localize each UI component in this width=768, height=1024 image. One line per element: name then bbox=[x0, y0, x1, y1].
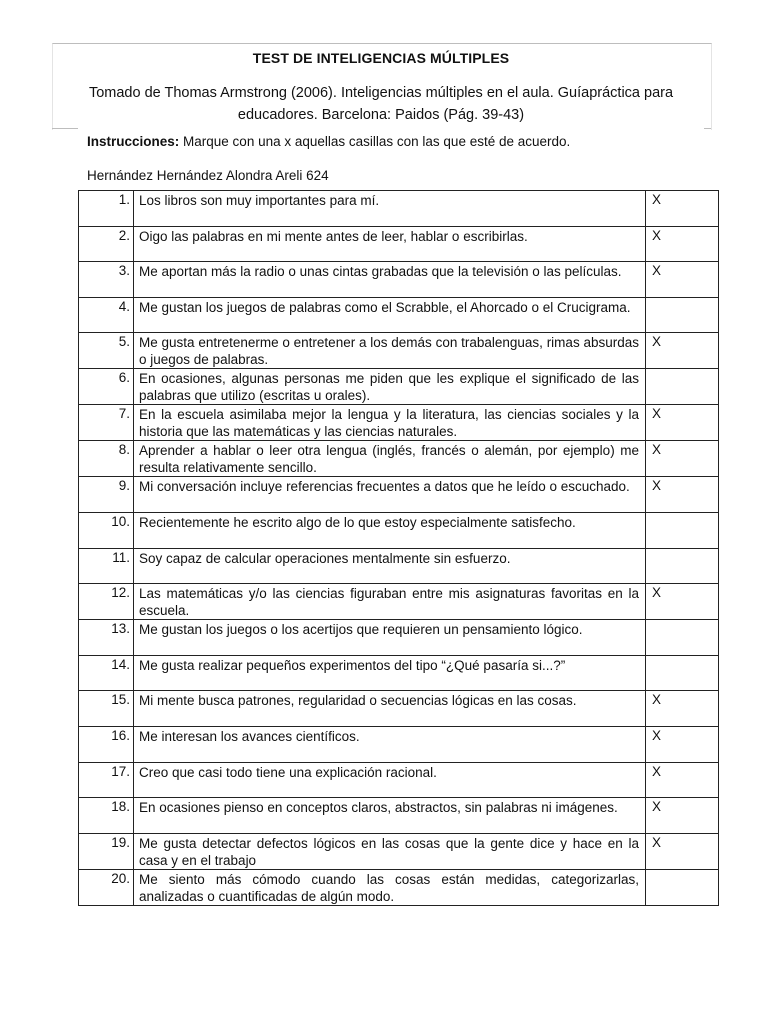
questionnaire-row bbox=[79, 512, 719, 548]
item-number: 1. bbox=[79, 191, 134, 227]
questionnaire-row bbox=[79, 262, 719, 298]
item-number: 14. bbox=[79, 655, 134, 691]
item-statement: Me siento más cómodo cuando las cosas están medidas, categorizarlas, analizadas o cuantificadas de algún modo. bbox=[134, 869, 646, 905]
source-citation-line2: educadores. Barcelona: Paidos (Pág. 39-43) bbox=[237, 107, 525, 123]
item-check-cell[interactable]: X bbox=[646, 798, 719, 834]
item-number: 5. bbox=[79, 333, 134, 369]
instructions-label: Instrucciones: bbox=[87, 134, 180, 149]
item-check-cell[interactable] bbox=[646, 548, 719, 584]
item-statement: Los libros son muy importantes para mí. bbox=[134, 191, 646, 227]
item-number: 3. bbox=[79, 262, 134, 298]
item-number: 11. bbox=[79, 548, 134, 584]
item-number: 12. bbox=[79, 584, 134, 620]
item-number: 10. bbox=[79, 512, 134, 548]
item-statement: Oigo las palabras en mi mente antes de leer, hablar o escribirlas. bbox=[134, 226, 646, 262]
questionnaire-row bbox=[79, 297, 719, 333]
questionnaire-row bbox=[79, 333, 719, 369]
item-statement: Las matemáticas y/o las ciencias figuraban entre mis asignaturas favoritas en la escuela. bbox=[134, 584, 646, 620]
item-check-cell[interactable]: X bbox=[646, 333, 719, 369]
instructions-text: Marque con una x aquellas casillas con las que esté de acuerdo. bbox=[179, 134, 571, 149]
source-citation-line1: Tomado de Thomas Armstrong (2006). Inteligencias múltiples en el aula. Guíapráctica para bbox=[88, 85, 674, 101]
item-statement: Creo que casi todo tiene una explicación racional. bbox=[134, 762, 646, 798]
item-check-cell[interactable] bbox=[646, 620, 719, 656]
document-title: TEST DE INTELIGENCIAS MÚLTIPLES bbox=[252, 50, 510, 66]
questionnaire-row bbox=[79, 726, 719, 762]
item-number: 9. bbox=[79, 477, 134, 513]
item-number: 17. bbox=[79, 762, 134, 798]
item-statement: Mi mente busca patrones, regularidad o secuencias lógicas en las cosas. bbox=[134, 691, 646, 727]
questionnaire-table bbox=[78, 190, 719, 906]
questionnaire-row bbox=[79, 226, 719, 262]
questionnaire-row bbox=[79, 548, 719, 584]
item-check-cell[interactable]: X bbox=[646, 477, 719, 513]
item-statement: Me gusta detectar defectos lógicos en las cosas que la gente dice y hace en la casa y en el trabajo bbox=[134, 833, 646, 869]
item-statement: En ocasiones pienso en conceptos claros, abstractos, sin palabras ni imágenes. bbox=[134, 798, 646, 834]
item-number: 15. bbox=[79, 691, 134, 727]
header-frame-rule-left bbox=[52, 128, 78, 129]
student-name: Hernández Hernández Alondra Areli 624 bbox=[87, 168, 329, 183]
item-check-cell[interactable] bbox=[646, 297, 719, 333]
item-statement: Me gustan los juegos o los acertijos que requieren un pensamiento lógico. bbox=[134, 620, 646, 656]
item-number: 16. bbox=[79, 726, 134, 762]
item-statement: Soy capaz de calcular operaciones mentalmente sin esfuerzo. bbox=[134, 548, 646, 584]
item-number: 13. bbox=[79, 620, 134, 656]
item-check-cell[interactable]: X bbox=[646, 691, 719, 727]
questionnaire-row bbox=[79, 191, 719, 227]
item-number: 4. bbox=[79, 297, 134, 333]
item-check-cell[interactable]: X bbox=[646, 262, 719, 298]
instructions bbox=[87, 134, 570, 149]
item-check-cell[interactable] bbox=[646, 369, 719, 405]
item-number: 18. bbox=[79, 798, 134, 834]
item-number: 7. bbox=[79, 405, 134, 441]
item-check-cell[interactable]: X bbox=[646, 584, 719, 620]
questionnaire-row bbox=[79, 762, 719, 798]
item-number: 20. bbox=[79, 869, 134, 905]
item-number: 6. bbox=[79, 369, 134, 405]
header-frame-rule-right bbox=[704, 128, 711, 129]
item-check-cell[interactable]: X bbox=[646, 441, 719, 477]
questionnaire-row bbox=[79, 691, 719, 727]
questionnaire-row bbox=[79, 369, 719, 405]
questionnaire-row bbox=[79, 869, 719, 905]
item-statement: Me gusta entretenerme o entretener a los demás con trabalenguas, rimas absurdas o juegos de palabras. bbox=[134, 333, 646, 369]
item-number: 2. bbox=[79, 226, 134, 262]
item-check-cell[interactable]: X bbox=[646, 405, 719, 441]
item-statement: Me gusta realizar pequeños experimentos del tipo “¿Qué pasaría si...?” bbox=[134, 655, 646, 691]
questionnaire-row bbox=[79, 620, 719, 656]
item-statement: Mi conversación incluye referencias frecuentes a datos que he leído o escuchado. bbox=[134, 477, 646, 513]
item-check-cell[interactable]: X bbox=[646, 726, 719, 762]
item-statement: Me aportan más la radio o unas cintas grabadas que la televisión o las películas. bbox=[134, 262, 646, 298]
item-check-cell[interactable] bbox=[646, 869, 719, 905]
item-check-cell[interactable] bbox=[646, 655, 719, 691]
item-check-cell[interactable] bbox=[646, 512, 719, 548]
questionnaire-row bbox=[79, 584, 719, 620]
item-statement: Me gustan los juegos de palabras como el Scrabble, el Ahorcado o el Crucigrama. bbox=[134, 297, 646, 333]
item-statement: Recientemente he escrito algo de lo que estoy especialmente satisfecho. bbox=[134, 512, 646, 548]
item-check-cell[interactable]: X bbox=[646, 833, 719, 869]
source-citation bbox=[52, 82, 710, 126]
item-statement: Me interesan los avances científicos. bbox=[134, 726, 646, 762]
questionnaire-row bbox=[79, 405, 719, 441]
item-check-cell[interactable]: X bbox=[646, 226, 719, 262]
questionnaire-row bbox=[79, 477, 719, 513]
item-statement: Aprender a hablar o leer otra lengua (inglés, francés o alemán, por ejemplo) me resulta relativamente sencillo. bbox=[134, 441, 646, 477]
item-statement: En ocasiones, algunas personas me piden que les explique el significado de las palabras que utilizo (escritas u orales). bbox=[134, 369, 646, 405]
item-statement: En la escuela asimilaba mejor la lengua y la literatura, las ciencias sociales y la historia que las matemáticas y las ciencias naturales. bbox=[134, 405, 646, 441]
questionnaire-row bbox=[79, 655, 719, 691]
item-number: 19. bbox=[79, 833, 134, 869]
item-number: 8. bbox=[79, 441, 134, 477]
item-check-cell[interactable]: X bbox=[646, 762, 719, 798]
questionnaire-row bbox=[79, 441, 719, 477]
item-check-cell[interactable]: X bbox=[646, 191, 719, 227]
questionnaire-row bbox=[79, 798, 719, 834]
questionnaire-row bbox=[79, 833, 719, 869]
